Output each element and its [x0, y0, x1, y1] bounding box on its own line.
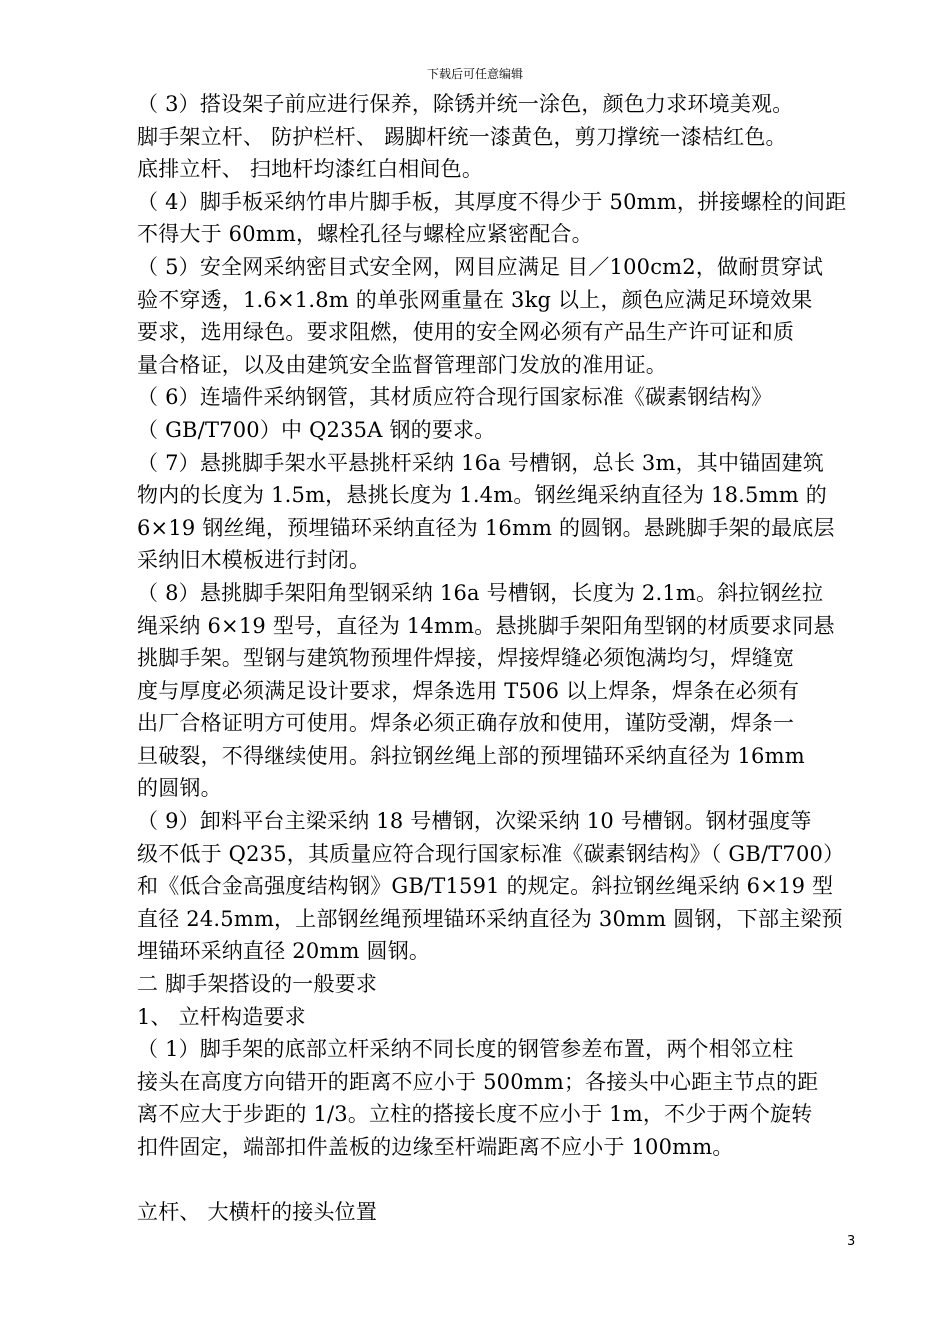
- text-line: （ 5）安全网采纳密目式安全网，网目应满足 目／100cm2，做耐贯穿试: [137, 254, 824, 279]
- text-line: （ 6）连墙件采纳钢管，其材质应符合现行国家标准《碳素钢结构》: [137, 385, 773, 410]
- text-line: 绳采纳 6×19 型号，直径为 14mm。悬挑脚手架阳角型钢的材质要求同悬: [137, 613, 835, 638]
- text-line: 埋锚环采纳直径 20mm 圆钢。: [137, 939, 431, 964]
- text-line: 底排立杆、 扫地杆均漆红白相间色。: [137, 157, 484, 182]
- text-line: 和《低合金高强度结构钢》GB/T1591 的规定。斜拉钢丝绳采纳 6×19 型: [137, 874, 834, 899]
- text-line: （ 4）脚手板采纳竹串片脚手板，其厚度不得少于 50mm，拼接螺栓的间距: [137, 189, 847, 214]
- page-header: 下载后可任意编辑: [426, 67, 523, 81]
- text-line: 物内的长度为 1.5m，悬挑长度为 1.4m。钢丝绳采纳直径为 18.5mm 的: [137, 483, 827, 508]
- subsection-heading: 1、 立杆构造要求: [137, 1004, 306, 1029]
- page-number: 3: [847, 1234, 856, 1249]
- text-line: 要求，选用绿色。要求阻燃，使用的安全网必须有产品生产许可证和质: [137, 320, 795, 345]
- text-line: （ 9）卸料平台主梁采纳 18 号槽钢，次梁采纳 10 号槽钢。钢材强度等: [137, 809, 812, 834]
- text-line: 扣件固定，端部扣件盖板的边缘至杆端距离不应小于 100mm。: [137, 1135, 734, 1159]
- text-line: 度与厚度必须满足设计要求，焊条选用 T506 以上焊条，焊条在必须有: [137, 678, 800, 703]
- text-line: 量合格证，以及由建筑安全监督管理部门发放的准用证。: [137, 352, 667, 377]
- text-line: （ 1）脚手架的底部立杆采纳不同长度的钢管参差布置，两个相邻立柱: [137, 1037, 794, 1062]
- text-line: 出厂合格证明方可使用。焊条必须正确存放和使用，谨防受潮，焊条一: [137, 711, 795, 736]
- text-line: （ 7）悬挑脚手架水平悬挑杆采纳 16a 号槽钢，总长 3m，其中锚固建筑: [137, 450, 824, 475]
- text-line: 级不低于 Q235，其质量应符合现行国家标准《碳素钢结构》（ GB/T700）: [137, 841, 845, 866]
- text-line: 6×19 钢丝绳，预埋锚环采纳直径为 16mm 的圆钢。悬跳脚手架的最底层: [137, 515, 835, 540]
- text-line: （ GB/T700）中 Q235A 钢的要求。: [137, 417, 496, 442]
- text-line: （ 8）悬挑脚手架阳角型钢采纳 16a 号槽钢，长度为 2.1m。斜拉钢丝拉: [137, 580, 824, 605]
- text-line: 接头在高度方向错开的距离不应小于 500mm；各接头中心距主节点的距: [137, 1069, 819, 1094]
- text-line: 离不应大于步距的 1/3。立柱的搭接长度不应小于 1m，不少于两个旋转: [137, 1102, 813, 1127]
- text-line: 的圆钢。: [137, 776, 222, 801]
- text-line: 旦破裂，不得继续使用。斜拉钢丝绳上部的预埋锚环采纳直径为 16mm: [137, 743, 805, 768]
- text-line: 验不穿透，1.6×1.8m 的单张网重量在 3kg 以上，颜色应满足环境效果: [137, 287, 813, 312]
- text-line: 不得大于 60mm，螺栓孔径与螺栓应紧密配合。: [137, 222, 593, 247]
- blank-line: [137, 1164, 867, 1197]
- text-line: 脚手架立杆、 防护栏杆、 踢脚杆统一漆黄色，剪刀撑统一漆桔红色。: [137, 124, 787, 149]
- text-line: 直径 24.5mm，上部钢丝绳预埋锚环采纳直径为 30mm 圆钢，下部主梁预: [137, 906, 843, 931]
- text-line: 挑脚手架。型钢与建筑物预埋件焊接，焊接焊缝必须饱满均匀，焊缝宽: [137, 646, 795, 671]
- text-line: 采纳旧木模板进行封闭。: [137, 548, 371, 573]
- subsection-heading: 立杆、 大横杆的接头位置: [137, 1200, 378, 1225]
- text-line: （ 3）搭设架子前应进行保养，除锈并统一涂色，颜色力求环境美观。: [137, 92, 794, 116]
- section-heading: 二 脚手架搭设的一般要求: [137, 972, 378, 997]
- document-body: [137, 88, 867, 1229]
